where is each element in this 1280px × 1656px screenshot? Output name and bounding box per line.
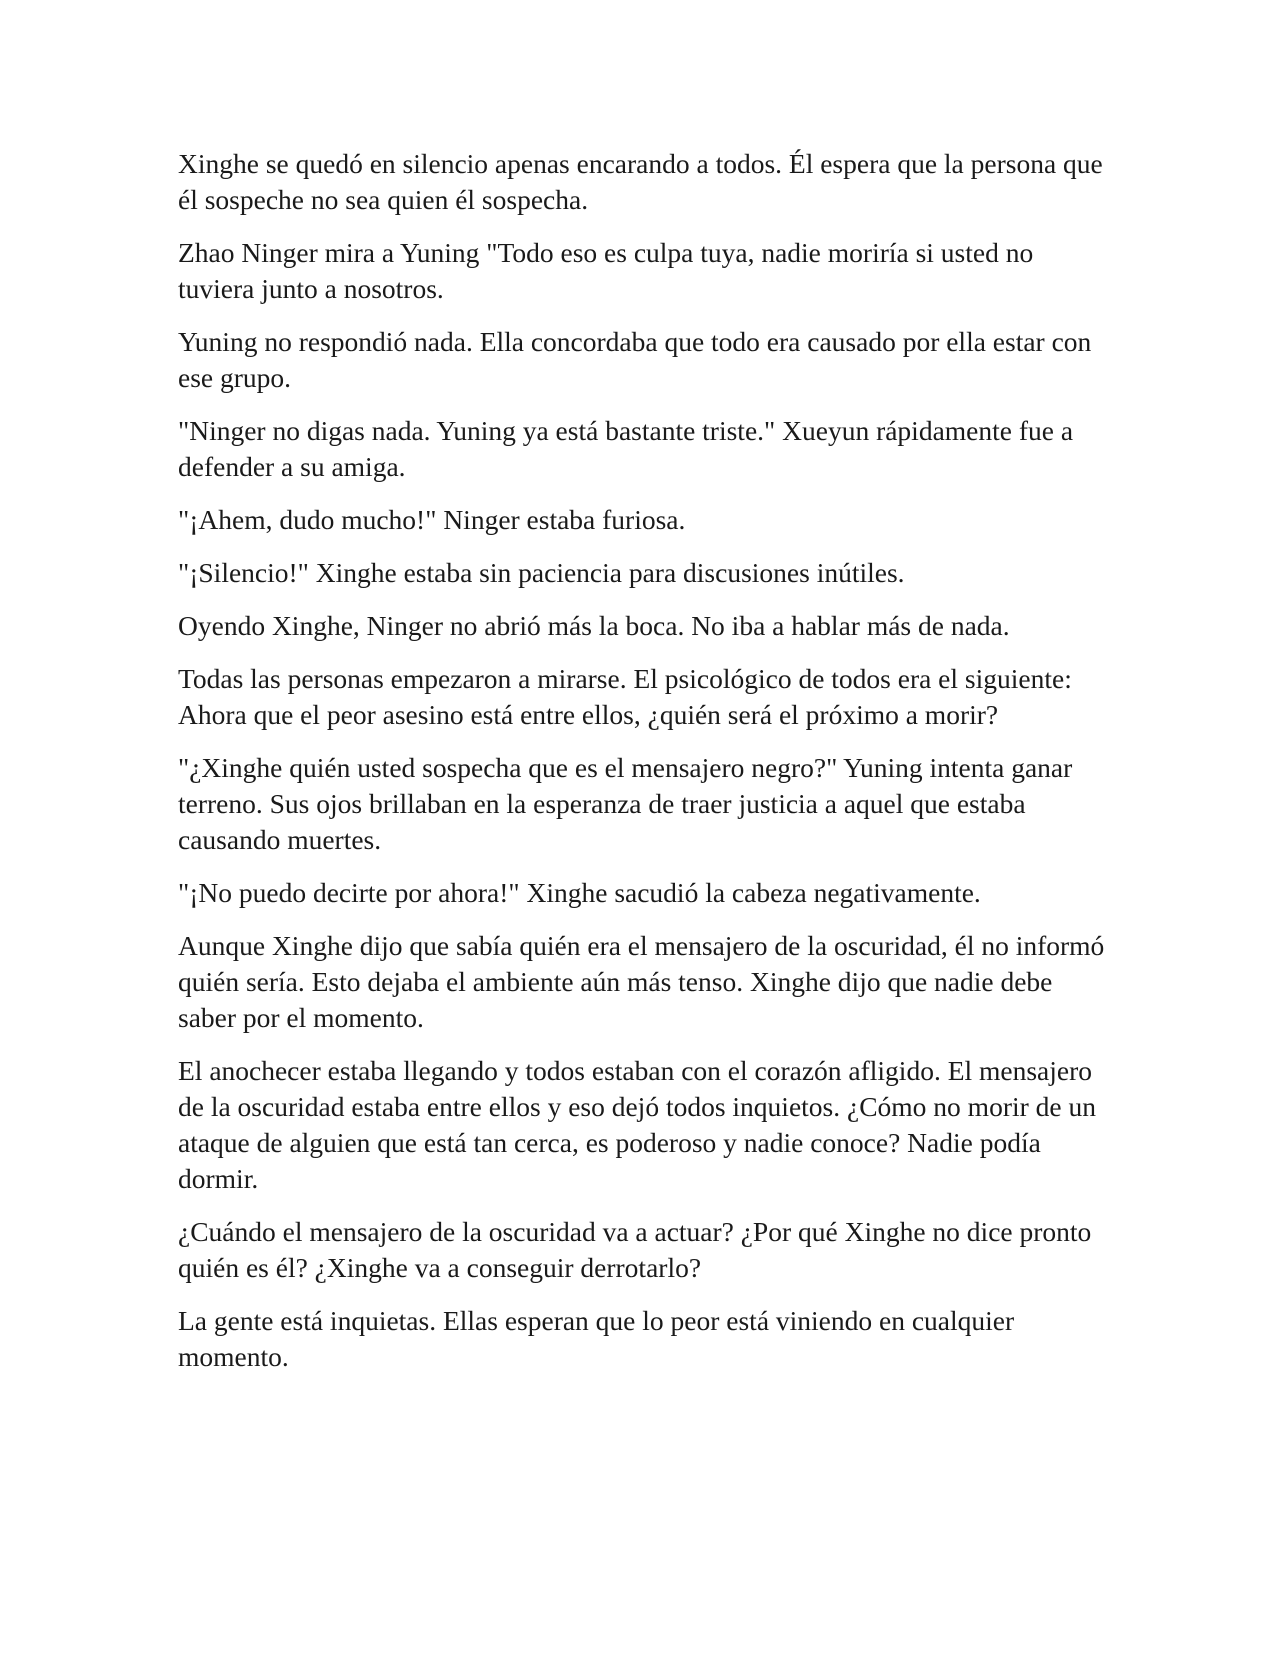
paragraph: "¡No puedo decirte por ahora!" Xinghe sacudió la cabeza negativamente. bbox=[178, 877, 981, 908]
paragraph: "¡Silencio!" Xinghe estaba sin paciencia para discusiones inútiles. bbox=[178, 557, 905, 588]
paragraph: El anochecer estaba llegando y todos estaban con el corazón afligido. El mensajero de la oscuridad estaba entre ellos y eso dejó todos inquietos. ¿Cómo no morir de un ataque de alguien que está tan cerca, es poderoso y nadie conoce? Nadie podía dormir. bbox=[178, 1055, 1096, 1194]
paragraph: Aunque Xinghe dijo que sabía quién era el mensajero de la oscuridad, él no informó quién sería. Esto dejaba el ambiente aún más tenso. Xinghe dijo que nadie debe saber por el momento. bbox=[178, 930, 1105, 1033]
paragraph: "¡Ahem, dudo mucho!" Ninger estaba furiosa. bbox=[178, 504, 686, 535]
document-page bbox=[178, 146, 1108, 1392]
paragraph: Zhao Ninger mira a Yuning "Todo eso es culpa tuya, nadie moriría si usted no tuviera junto a nosotros. bbox=[178, 237, 1034, 304]
paragraph: "Ninger no digas nada. Yuning ya está bastante triste." Xueyun rápidamente fue a defender a su amiga. bbox=[178, 415, 1074, 482]
paragraph: ¿Cuándo el mensajero de la oscuridad va a actuar? ¿Por qué Xinghe no dice pronto quién es él? ¿Xinghe va a conseguir derrotarlo? bbox=[178, 1216, 1092, 1283]
paragraph: Todas las personas empezaron a mirarse. El psicológico de todos era el siguiente: Ahora que el peor asesino está entre ellos, ¿quién será el próximo a morir? bbox=[178, 663, 1072, 730]
paragraph: Yuning no respondió nada. Ella concordaba que todo era causado por ella estar con ese grupo. bbox=[178, 326, 1092, 393]
paragraph: Xinghe se quedó en silencio apenas encarando a todos. Él espera que la persona que él sospeche no sea quien él sospecha. bbox=[178, 148, 1103, 215]
paragraph: Oyendo Xinghe, Ninger no abrió más la boca. No iba a hablar más de nada. bbox=[178, 610, 1010, 641]
paragraph: La gente está inquietas. Ellas esperan que lo peor está viniendo en cualquier momento. bbox=[178, 1305, 1015, 1372]
paragraph: "¿Xinghe quién usted sospecha que es el mensajero negro?" Yuning intenta ganar terreno. Sus ojos brillaban en la esperanza de traer justicia a aquel que estaba causando muertes. bbox=[178, 752, 1073, 855]
